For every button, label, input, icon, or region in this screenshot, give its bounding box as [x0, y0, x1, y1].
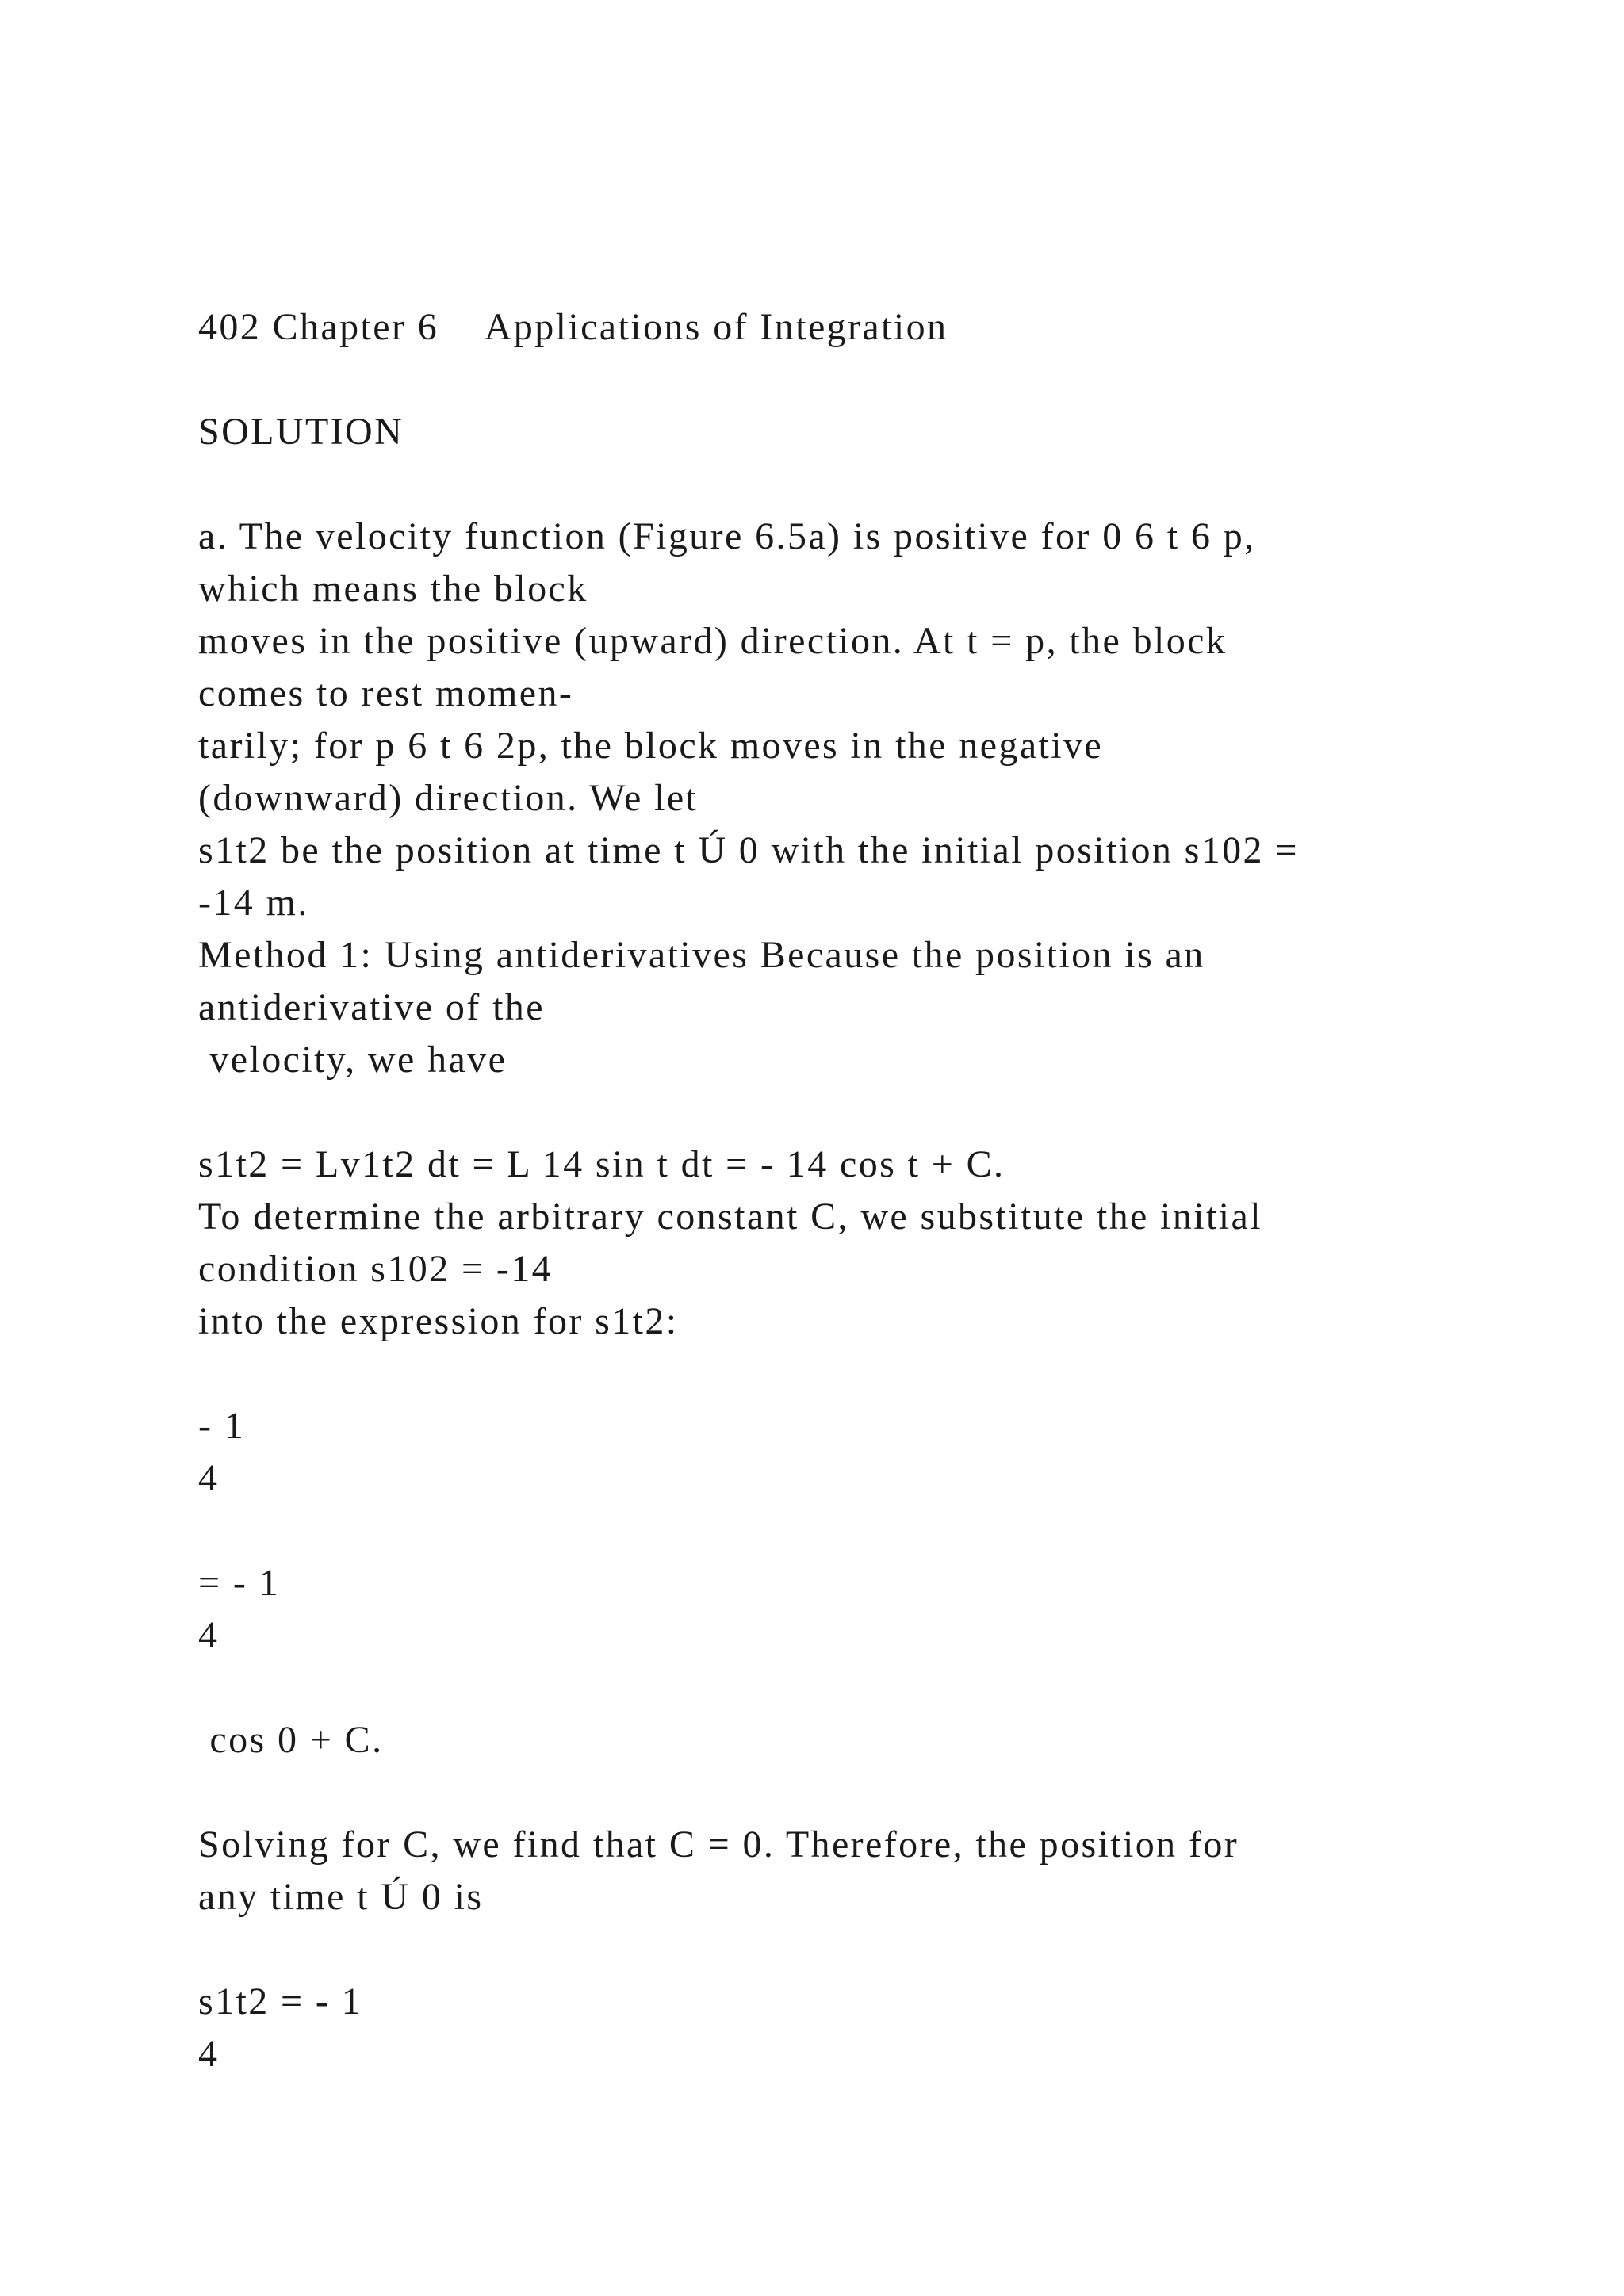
fraction-denominator: 4: [198, 2033, 220, 2075]
equation-line: cos 0 + C.: [198, 1719, 384, 1761]
spacer: [198, 1348, 1546, 1400]
spacer: [198, 1766, 1546, 1819]
text-line: s1t2 be the position at time t Ú 0 with the initial position s102 =: [198, 829, 1299, 871]
text-line: any time t Ú 0 is: [198, 1876, 484, 1918]
text-line: tarily; for p 6 t 6 2p, the block moves in the negative: [198, 725, 1104, 767]
fraction-denominator: 4: [198, 1614, 220, 1656]
spacer: [198, 1086, 1546, 1138]
spacer: [198, 1662, 1546, 1714]
text-line: (downward) direction. We let: [198, 777, 699, 819]
text-line: Method 1: Using antiderivatives Because the position is an: [198, 934, 1205, 976]
document-text: [198, 301, 1546, 2080]
text-line: moves in the positive (upward) direction. At t = p, the block: [198, 620, 1228, 662]
equation-line: s1t2 = - 1: [198, 1980, 363, 2022]
text-line: which means the block: [198, 568, 588, 610]
text-line: -14 m.: [198, 882, 309, 924]
text-line: into the expression for s1t2:: [198, 1300, 679, 1342]
text-line: condition s102 = -14: [198, 1248, 553, 1290]
text-line: Solving for C, we find that C = 0. Therefore, the position for: [198, 1823, 1239, 1866]
text-line: To determine the arbitrary constant C, we substitute the initial: [198, 1196, 1262, 1238]
spacer: [198, 1505, 1546, 1557]
fraction-denominator: 4: [198, 1457, 220, 1499]
fraction-numerator: = - 1: [198, 1562, 281, 1604]
chapter-header: 402 Chapter 6 Applications of Integration: [198, 306, 948, 348]
fraction-numerator: - 1: [198, 1405, 246, 1447]
spacer: [198, 1923, 1546, 1976]
text-line: comes to rest momen-: [198, 672, 574, 714]
text-line: antiderivative of the: [198, 986, 545, 1028]
solution-heading: SOLUTION: [198, 411, 404, 453]
text-line: a. The velocity function (Figure 6.5a) is positive for 0 6 t 6 p,: [198, 515, 1256, 557]
spacer: [198, 354, 1546, 406]
spacer: [198, 458, 1546, 511]
equation-line: s1t2 = Lv1t2 dt = L 14 sin t dt = - 14 cos t + C.: [198, 1143, 1005, 1185]
text-line: velocity, we have: [198, 1039, 508, 1081]
